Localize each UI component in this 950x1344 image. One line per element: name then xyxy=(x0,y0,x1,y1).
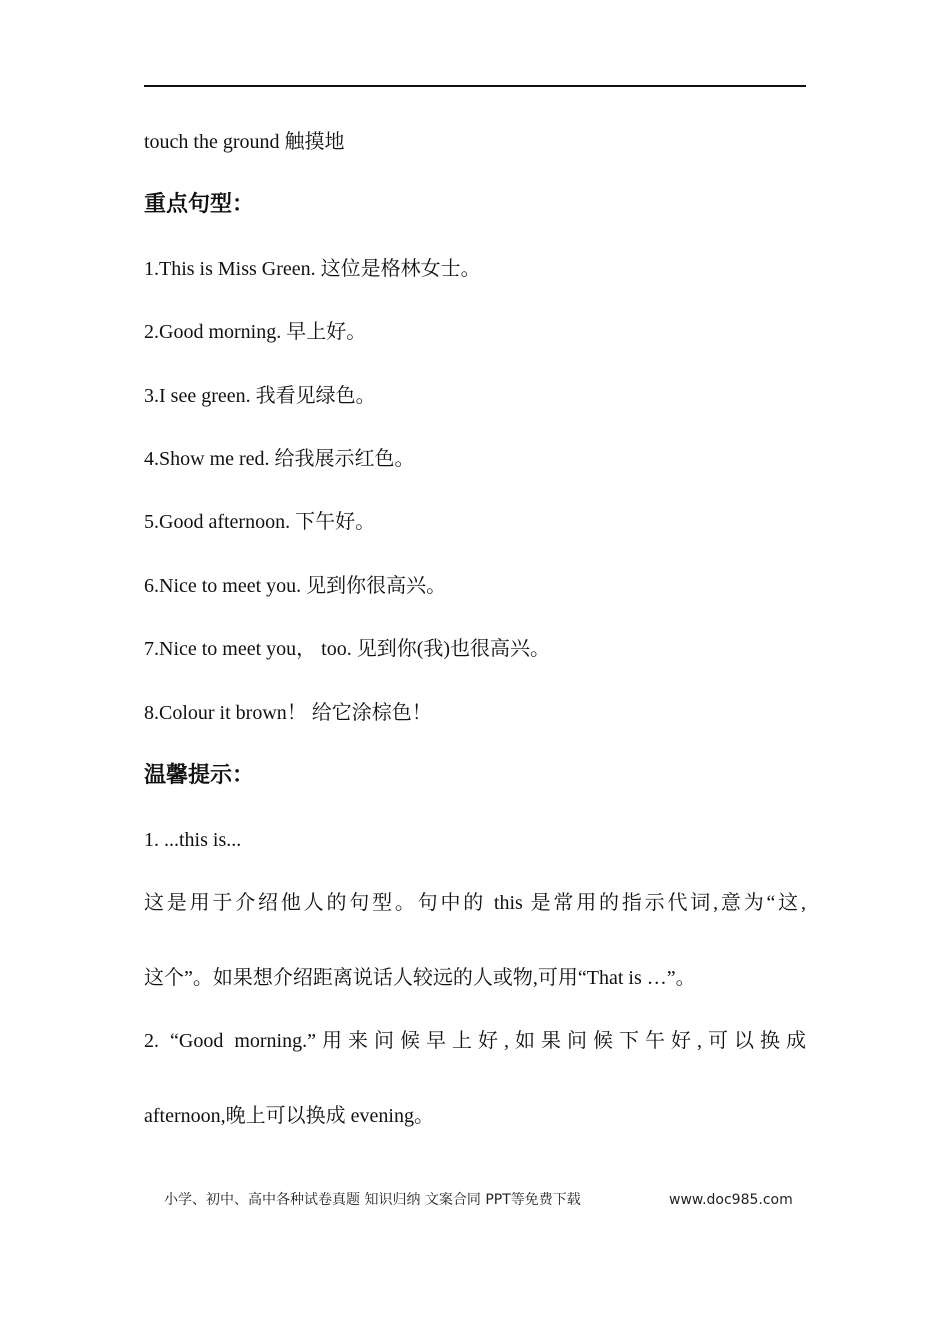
footer-text: 小学、初中、高中各种试卷真题 知识归纳 文案合同 PPT等免费下载 xyxy=(164,1192,581,1208)
vocab-touch-the-ground: touch the ground 触摸地 xyxy=(144,131,345,153)
sentence-4: 4.Show me red. 给我展示红色。 xyxy=(144,448,415,470)
tip-2-line-2: afternoon,晚上可以换成 evening。 xyxy=(144,1105,434,1127)
footer xyxy=(164,1190,804,1210)
sentence-6: 6.Nice to meet you. 见到你很高兴。 xyxy=(144,575,447,597)
tips-heading: 温馨提示： xyxy=(144,763,255,788)
key-sentences-heading: 重点句型： xyxy=(144,192,255,217)
header-rule xyxy=(144,85,806,87)
sentence-3: 3.I see green. 我看见绿色。 xyxy=(144,385,376,407)
footer-url[interactable]: www.doc985.com xyxy=(669,1192,793,1208)
tip-1-line-2: 这个”。如果想介绍距离说话人较远的人或物,可用“That is …”。 xyxy=(144,967,696,989)
tip-1-title: 1. ...this is... xyxy=(144,829,242,851)
sentence-7: 7.Nice to meet you， too. 见到你(我)也很高兴。 xyxy=(144,638,551,660)
sentence-8: 8.Colour it brown！ 给它涂棕色！ xyxy=(144,702,432,724)
tip-1-line-1: 这是用于介绍他人的句型。句中的 this 是常用的指示代词,意为“这, xyxy=(144,892,806,914)
sentence-1: 1.This is Miss Green. 这位是格林女士。 xyxy=(144,258,481,280)
sentence-2: 2.Good morning. 早上好。 xyxy=(144,321,367,343)
sentence-5: 5.Good afternoon. 下午好。 xyxy=(144,511,376,533)
tip-2-line-1: 2. “Good morning.”用来问候早上好,如果问候下午好,可以换成 xyxy=(144,1030,806,1052)
